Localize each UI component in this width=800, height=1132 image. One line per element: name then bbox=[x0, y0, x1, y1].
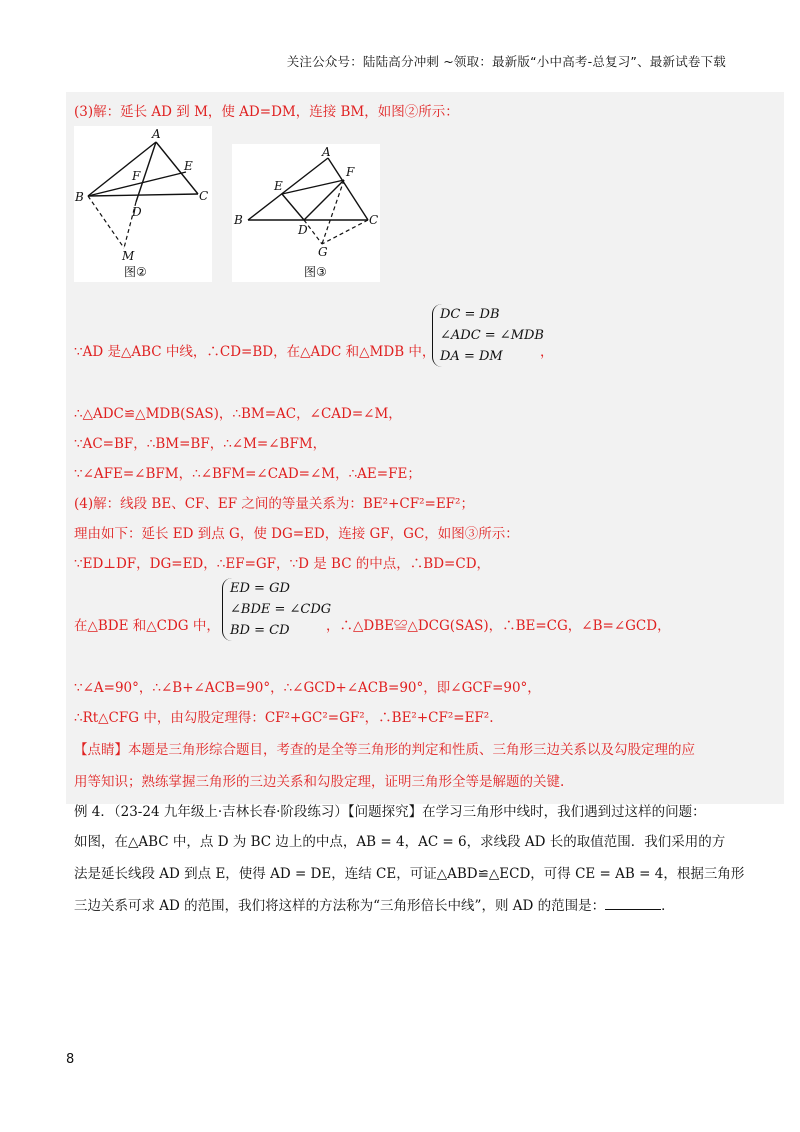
solution-line-h: ∴Rt△CFG 中，由勾股定理得：CF²+GC²=GF²，∴BE²+CF²=EF². bbox=[74, 710, 494, 726]
page-number: 8 bbox=[66, 1052, 75, 1067]
solution-line-b: ∴△ADC≌△MDB(SAS)，∴BM=AC，∠CAD=∠M， bbox=[74, 406, 402, 422]
example-line-2: 如图，在△ABC 中，点 D 为 BC 边上的中点，AB = 4，AC = 6，求线段 AD 长的取值范围．我们采用的方 bbox=[74, 834, 726, 850]
part4-answer: (4)解：线段 BE、CF、EF 之间的等量关系为：BE²+CF²=EF²； bbox=[74, 496, 474, 512]
equation-system-1 bbox=[432, 304, 544, 367]
part3-intro: (3)解：延长 AD 到 M，使 AD=DM，连接 BM，如图②所示： bbox=[74, 104, 459, 120]
comment-line-1: 【点睛】本题是三角形综合题目，考查的是全等三角形的判定和性质、三角形三边关系以及勾股定理的应 bbox=[74, 742, 695, 758]
fig3-label-f: F bbox=[346, 165, 355, 179]
figure-3 bbox=[232, 144, 380, 282]
reason-line: 理由如下：延长 ED 到点 G，使 DG=ED，连接 GF，GC，如图③所示： bbox=[74, 526, 519, 542]
equation-system-2 bbox=[222, 578, 331, 641]
example-line-1: 例 4．（23-24 九年级上·吉林长春·阶段练习）【问题探究】在学习三角形中线时，我们遇到过这样的问题： bbox=[74, 804, 706, 820]
figure-3-diagram bbox=[232, 144, 380, 282]
system1-eq3: DA = DM bbox=[440, 349, 503, 364]
example-line-3: 法是延长线段 AD 到点 E，使得 AD = DE，连结 CE，可证△ABD≌△ECD，可得 CE = AB = 4，根据三角形 bbox=[74, 866, 745, 882]
fig3-label-b: B bbox=[234, 213, 243, 227]
solution-line-g: ∵∠A=90°，∴∠B+∠ACB=90°，∴∠GCD+∠ACB=90°，即∠GCF=90°， bbox=[74, 680, 541, 696]
fig2-label-m: M bbox=[122, 249, 135, 263]
page-header: 关注公众号：陆陆高分冲刺 ~领取：最新版“小中高考-总复习”、最新试卷下载 bbox=[286, 54, 726, 69]
fig3-label-g: G bbox=[318, 245, 328, 259]
system1-eq1: DC = DB bbox=[440, 307, 500, 322]
fig2-label-c: C bbox=[199, 189, 209, 203]
solution-line-f-suffix: ，∴△DBE≌△DCG(SAS)，∴BE=CG，∠B=∠GCD， bbox=[326, 618, 671, 634]
fig3-label-c: C bbox=[369, 213, 379, 227]
fig3-label-a: A bbox=[322, 145, 331, 159]
example-line-4-end: ． bbox=[661, 898, 675, 914]
fig3-label-e: E bbox=[274, 179, 283, 193]
fig2-label-b: B bbox=[75, 190, 84, 204]
figure-2 bbox=[74, 126, 212, 282]
solution-line-f-prefix: 在△BDE 和△CDG 中， bbox=[74, 618, 220, 634]
solution-line-e: ∵ED⊥DF，DG=ED，∴EF=GF，∵D 是 BC 的中点，∴BD=CD， bbox=[74, 556, 491, 572]
comment-line-2: 用等知识；熟练掌握三角形的三边关系和勾股定理，证明三角形全等是解题的关键. bbox=[74, 774, 565, 790]
fig3-label-d: D bbox=[298, 223, 308, 237]
system1-tail: ， bbox=[540, 344, 554, 360]
system1-eq2: ∠ADC = ∠MDB bbox=[440, 328, 544, 343]
example-line-4 bbox=[74, 894, 675, 914]
fig3-caption: 图③ bbox=[304, 265, 327, 279]
fig2-label-d: D bbox=[132, 205, 142, 219]
solution-line-d: ∵∠AFE=∠BFM，∴∠BFM=∠CAD=∠M，∴AE=FE； bbox=[74, 466, 421, 482]
solution-line-c: ∵AC=BF，∴BM=BF，∴∠M=∠BFM， bbox=[74, 436, 327, 452]
figure-2-diagram bbox=[74, 126, 212, 282]
system2-eq3: BD = CD bbox=[230, 623, 290, 638]
fig2-label-a: A bbox=[152, 127, 161, 141]
example-line-4-text: 三边关系可求 AD 的范围，我们将这样的方法称为“三角形倍长中线”，则 AD 的范围是： bbox=[74, 898, 606, 914]
fig2-caption: 图② bbox=[124, 265, 147, 279]
fig2-label-f: F bbox=[132, 169, 141, 183]
solution-line-a: ∵AD 是△ABC 中线，∴CD=BD，在△ADC 和△MDB 中， bbox=[74, 344, 436, 360]
answer-blank[interactable] bbox=[605, 897, 661, 910]
system2-eq1: ED = GD bbox=[230, 581, 290, 596]
fig2-label-e: E bbox=[184, 159, 193, 173]
system2-eq2: ∠BDE = ∠CDG bbox=[230, 602, 332, 617]
